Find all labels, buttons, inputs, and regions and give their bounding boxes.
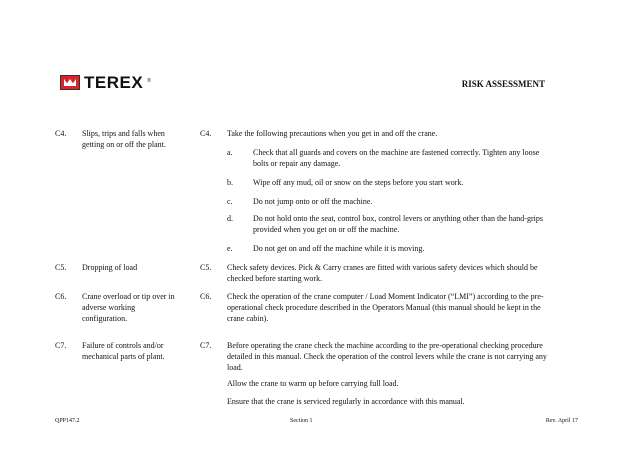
control-code: C4. — [200, 129, 212, 138]
control-text: Check the operation of the crane computer / Load Moment Indicator (“LMI”) according to the pre-operational check procedure described in the Operators Manual (this manual should be kept in the crane cabin). — [227, 292, 544, 323]
hazard-code: C7. — [55, 341, 67, 350]
item-letter: d. — [227, 214, 233, 223]
hazard-code: C6. — [55, 292, 67, 301]
control-text: Before operating the crane check the machine according to the pre-operational checking procedure detailed in this manual. Check the operation of the control levers while the crane is not carrying any load. — [227, 341, 547, 372]
control-text: Take the following precautions when you get in and off the crane. — [227, 129, 438, 138]
item-letter: e. — [227, 244, 233, 253]
item-text: Do not hold onto the seat, control box, control levers or anything other than the hand-grips provided when you get on or off the machine. — [253, 214, 543, 234]
control-text-extra: Allow the crane to warm up before carrying full load. — [227, 379, 399, 388]
item-text: Do not get on and off the machine while it is moving. — [253, 244, 425, 253]
item-letter: b. — [227, 178, 233, 187]
item-text: Do not jump onto or off the machine. — [253, 197, 373, 206]
footer-section: Section 1 — [290, 418, 313, 424]
item-text: Wipe off any mud, oil or snow on the steps before you start work. — [253, 178, 464, 187]
control-code: C7. — [200, 341, 212, 350]
crown-icon — [60, 75, 80, 90]
item-letter: c. — [227, 197, 233, 206]
control-text-extra: Ensure that the crane is serviced regularly in accordance with this manual. — [227, 397, 465, 406]
registered-mark: ® — [147, 78, 151, 84]
footer-doc-id: QPP147.2 — [55, 418, 80, 424]
page-title: RISK ASSESSMENT — [461, 79, 545, 89]
footer-revision: Rev. April 17 — [545, 418, 578, 424]
item-letter: a. — [227, 148, 233, 157]
hazard-code: C4. — [55, 129, 67, 138]
control-text: Check safety devices. Pick & Carry cranes are fitted with various safety devices which should be checked before starting work. — [227, 263, 538, 283]
hazard-text: Slips, trips and falls when getting on or off the plant. — [82, 129, 166, 149]
hazard-text: Dropping of load — [82, 263, 138, 272]
hazard-text: Failure of controls and/or mechanical parts of plant. — [82, 341, 165, 361]
brand-name: TEREX — [84, 73, 144, 92]
hazard-code: C5. — [55, 263, 67, 272]
item-text: Check that all guards and covers on the machine are fastened correctly. Tighten any loose bolts or repair any damage. — [253, 148, 540, 168]
hazard-text: Crane overload or tip over in adverse working configuration. — [82, 292, 175, 323]
control-code: C5. — [200, 263, 212, 272]
terex-logo — [60, 75, 151, 90]
control-code: C6. — [200, 292, 212, 301]
